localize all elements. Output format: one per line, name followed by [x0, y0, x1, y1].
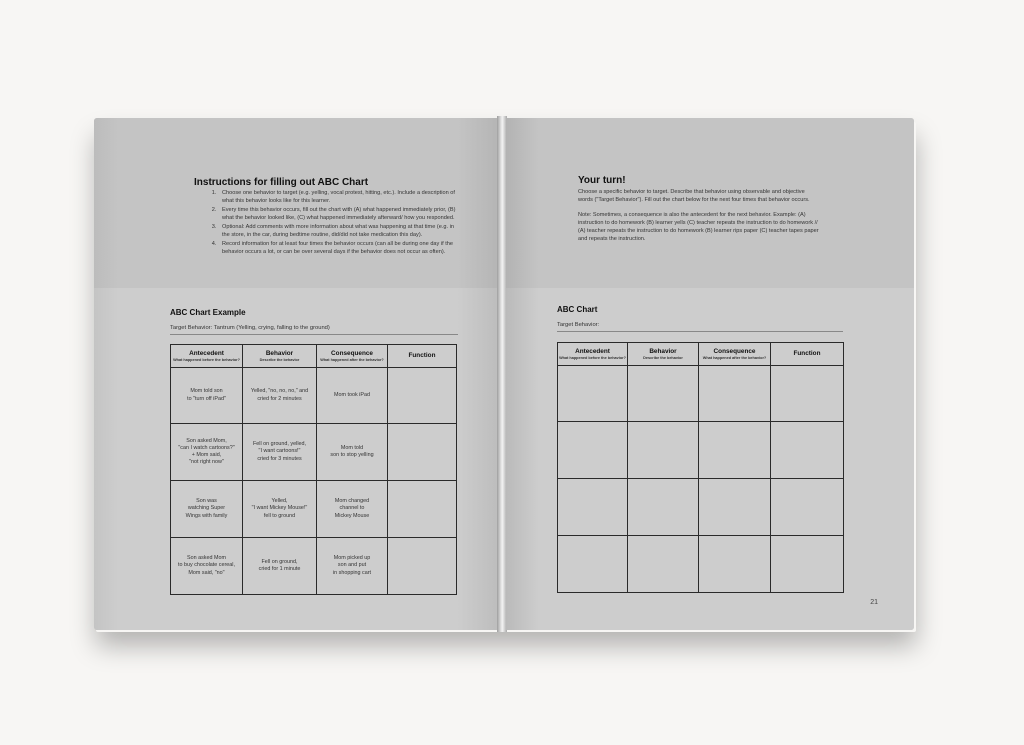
header-function: Function [388, 345, 457, 368]
your-turn-title: Your turn! [578, 175, 626, 186]
consequence-cell: Mom told son to stop yelling [317, 424, 388, 481]
header-behavior: Behavior Describe the behavior [628, 343, 699, 366]
target-behavior-field[interactable]: Target Behavior: [557, 322, 843, 332]
instructions-title: Instructions for filling out ABC Chart [194, 177, 369, 188]
header-consequence: Consequence What happened after the behavior? [317, 345, 388, 368]
function-cell [388, 424, 457, 481]
your-turn-body [578, 188, 821, 250]
behavior-cell[interactable] [628, 479, 699, 536]
function-cell[interactable] [771, 366, 844, 422]
consequence-cell: Mom picked up son and put in shopping cart [317, 538, 388, 595]
table-header-row [558, 343, 844, 366]
abc-chart-title: ABC Chart [557, 305, 598, 314]
your-turn-paragraph: Choose a specific behavior to target. Describe that behavior using observable and objective words ("Target Behavior"). Fill out the chart below for the next four times that behavior occurs. [578, 189, 810, 203]
instructions-list [208, 189, 458, 257]
antecedent-cell[interactable] [558, 536, 628, 593]
behavior-cell: Yelled, "no, no, no," and cried for 2 minutes [243, 368, 317, 424]
header-antecedent: Antecedent What happened before the behavior? [558, 343, 628, 366]
function-cell [388, 481, 457, 538]
table-header-row [171, 345, 457, 368]
table-row [558, 422, 844, 479]
table-row [171, 368, 457, 424]
table-row [171, 424, 457, 481]
antecedent-cell: Son was watching Super Wings with family [171, 481, 243, 538]
instruction-item: 3. Optional: Add comments with more information about what was happening at that time (e.g. in the store, in the car, during bedtime routine, did/did not take medication this day). [218, 223, 458, 239]
left-page [94, 118, 498, 630]
example-target-behavior: Target Behavior: Tantrum (Yelling, crying, falling to the ground) [170, 325, 458, 335]
consequence-cell[interactable] [699, 422, 771, 479]
function-cell[interactable] [771, 422, 844, 479]
consequence-cell: Mom took iPad [317, 368, 388, 424]
right-page [506, 118, 914, 630]
example-abc-table [170, 344, 457, 595]
table-row [558, 536, 844, 593]
function-cell [388, 368, 457, 424]
instruction-item: 4. Record information for at least four times the behavior occurs (can all be during one day if the behavior occurs a lot, or can be over several days if the behavior does not occur as often). [218, 240, 458, 256]
blank-abc-table [557, 342, 844, 593]
header-antecedent: Antecedent What happened before the behavior? [171, 345, 243, 368]
antecedent-cell[interactable] [558, 479, 628, 536]
table-row [558, 366, 844, 422]
antecedent-cell: Mom told son to "turn off iPad" [171, 368, 243, 424]
table-row [558, 479, 844, 536]
instruction-item: 1. Choose one behavior to target (e.g. yelling, vocal protest, hitting, etc.). Include a description of what this behavior looks like for this learner. [218, 189, 458, 205]
header-behavior: Behavior Describe the behavior [243, 345, 317, 368]
behavior-cell[interactable] [628, 366, 699, 422]
behavior-cell[interactable] [628, 422, 699, 479]
function-cell[interactable] [771, 536, 844, 593]
behavior-cell[interactable] [628, 536, 699, 593]
antecedent-cell: Son asked Mom, "can I watch cartoons?" + Mom said, "not right now" [171, 424, 243, 481]
page-number: 21 [870, 599, 878, 606]
behavior-cell: Yelled, "I want Mickey Mouse!" fell to ground [243, 481, 317, 538]
header-function: Function [771, 343, 844, 366]
antecedent-cell[interactable] [558, 422, 628, 479]
instruction-item: 2. Every time this behavior occurs, fill out the chart with (A) what happened immediately prior, (B) what the behavior looked like, (C) what happened immediately afterward/ how you responded. [218, 206, 458, 222]
behavior-cell: Fell on ground, yelled, "I want cartoons!" cried for 3 minutes [243, 424, 317, 481]
consequence-cell[interactable] [699, 536, 771, 593]
your-turn-note: Note: Sometimes, a consequence is also the antecedent for the next behavior. Example: (A) instruction to do homework (B) learner yells (C) teacher repeats the instruction to do homework // (A) teacher repeats the instruction to do homework (B) learner rips paper (C) teacher tapes paper and repeats the instruction. [578, 212, 819, 242]
behavior-cell: Fell on ground, cried for 1 minute [243, 538, 317, 595]
example-chart-title: ABC Chart Example [170, 308, 246, 317]
consequence-cell: Mom changed channel to Mickey Mouse [317, 481, 388, 538]
function-cell [388, 538, 457, 595]
table-row [171, 538, 457, 595]
antecedent-cell[interactable] [558, 366, 628, 422]
consequence-cell[interactable] [699, 479, 771, 536]
antecedent-cell: Son asked Mom to buy chocolate cereal, Mom said, "no" [171, 538, 243, 595]
table-row [171, 481, 457, 538]
function-cell[interactable] [771, 479, 844, 536]
consequence-cell[interactable] [699, 366, 771, 422]
header-consequence: Consequence What happened after the behavior? [699, 343, 771, 366]
